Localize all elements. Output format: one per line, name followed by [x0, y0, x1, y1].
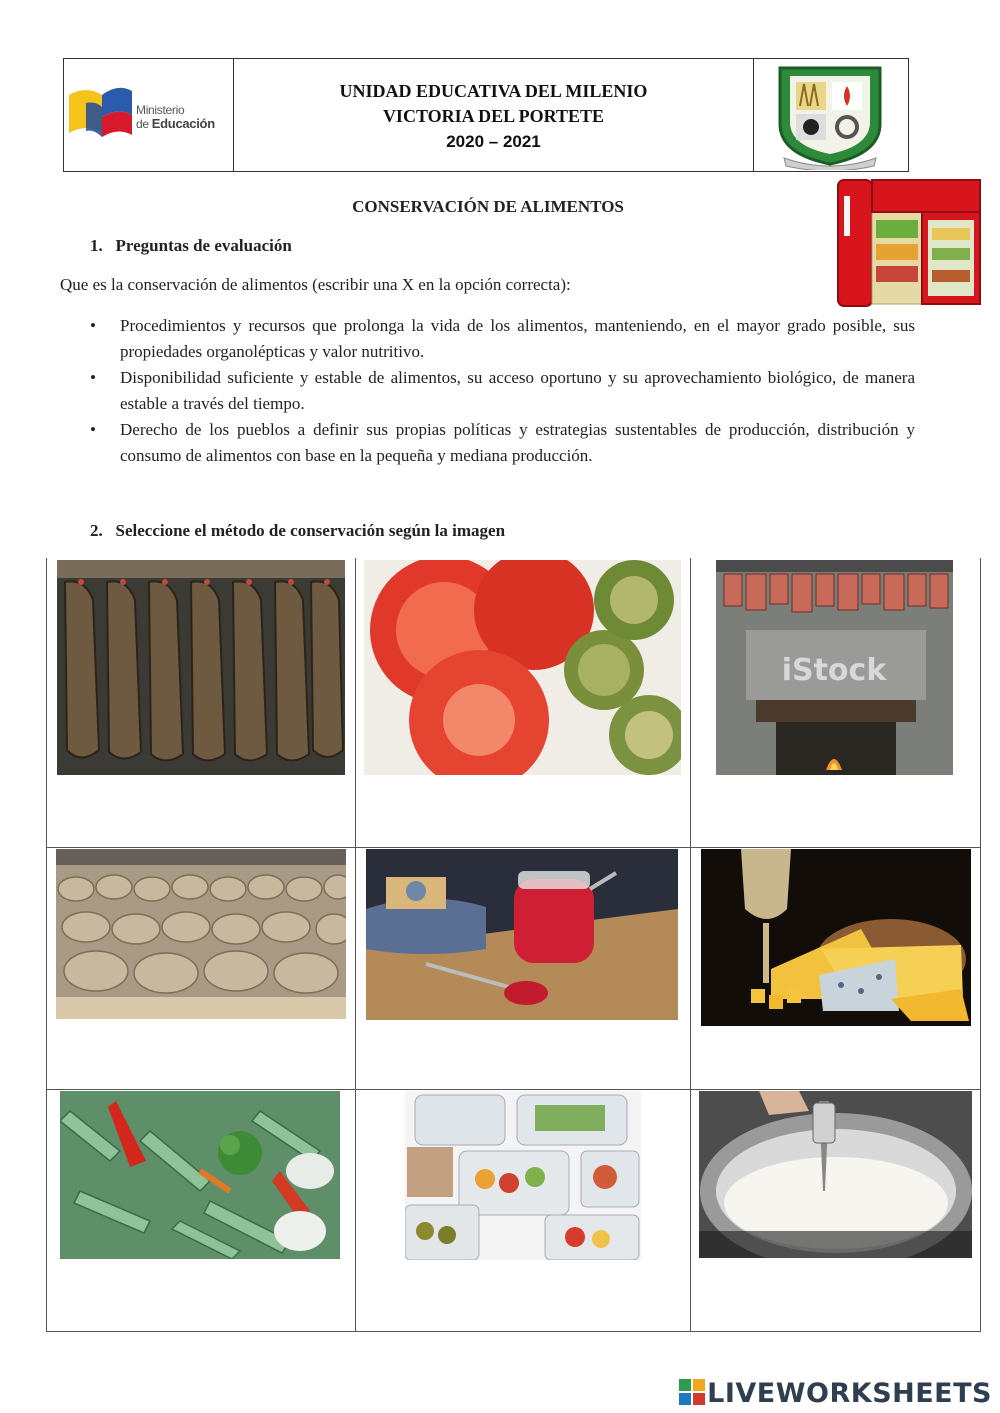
page-title: CONSERVACIÓN DE ALIMENTOS: [352, 197, 624, 216]
section1-heading: 1. Preguntas de evaluación: [90, 236, 292, 255]
option-item[interactable]: • Disponibilidad suficiente y estable de alimentos, su acceso oportuno y su aprovechamiento biológico, de manera estable a través del tiempo.: [90, 365, 915, 417]
school-name-line2: VICTORIA DEL PORTETE: [382, 106, 605, 126]
liveworksheets-logo-icon: [679, 1379, 705, 1405]
jam-jar-photo: [366, 849, 678, 1020]
packaged-food-photo: [405, 1091, 641, 1260]
school-crest-cell: [753, 59, 908, 171]
section1-intro: Que es la conservación de alimentos (escribir una X en la opción correcta):: [60, 275, 571, 294]
pasteurized-milk-photo: [699, 1091, 972, 1258]
header-table: [63, 58, 909, 172]
image-grid: [46, 558, 981, 1332]
school-year: 2020 – 2021: [446, 132, 541, 151]
fermenting-bread-photo: [56, 849, 346, 1019]
svg-text:iStock: iStock: [781, 653, 887, 688]
option-item[interactable]: • Derecho de los pueblos a definir sus propias políticas y estrategias sustentables de producción, distribución y consumo de alimentos con base en la pequeña y mediana producción.: [90, 417, 915, 469]
frozen-vegetables-photo: [60, 1091, 340, 1259]
liveworksheets-brand[interactable]: LIVEWORKSHEETS: [679, 1378, 992, 1409]
ministry-name: Ministerio de Educación: [136, 103, 215, 131]
smoked-meat-photo: [716, 560, 953, 775]
school-crest-icon: [770, 62, 890, 170]
option-item[interactable]: • Procedimientos y recursos que prolonga la vida de los alimentos, manteniendo, en el mayor grado posible, sus propiedades organolépticas y valor nutritivo.: [90, 313, 915, 365]
ministry-logo-icon: [66, 73, 136, 153]
cheese-wine-photo: [701, 849, 971, 1026]
section2-heading: 2. Seleccione el método de conservación según la imagen: [90, 521, 506, 540]
cured-hams-photo: [57, 560, 345, 775]
ministry-logo-cell: [64, 59, 234, 171]
dried-tomatoes-photo: [364, 560, 681, 775]
school-title: [234, 79, 753, 154]
option-list: [90, 313, 915, 469]
school-name-line1: UNIDAD EDUCATIVA DEL MILENIO: [339, 81, 648, 101]
